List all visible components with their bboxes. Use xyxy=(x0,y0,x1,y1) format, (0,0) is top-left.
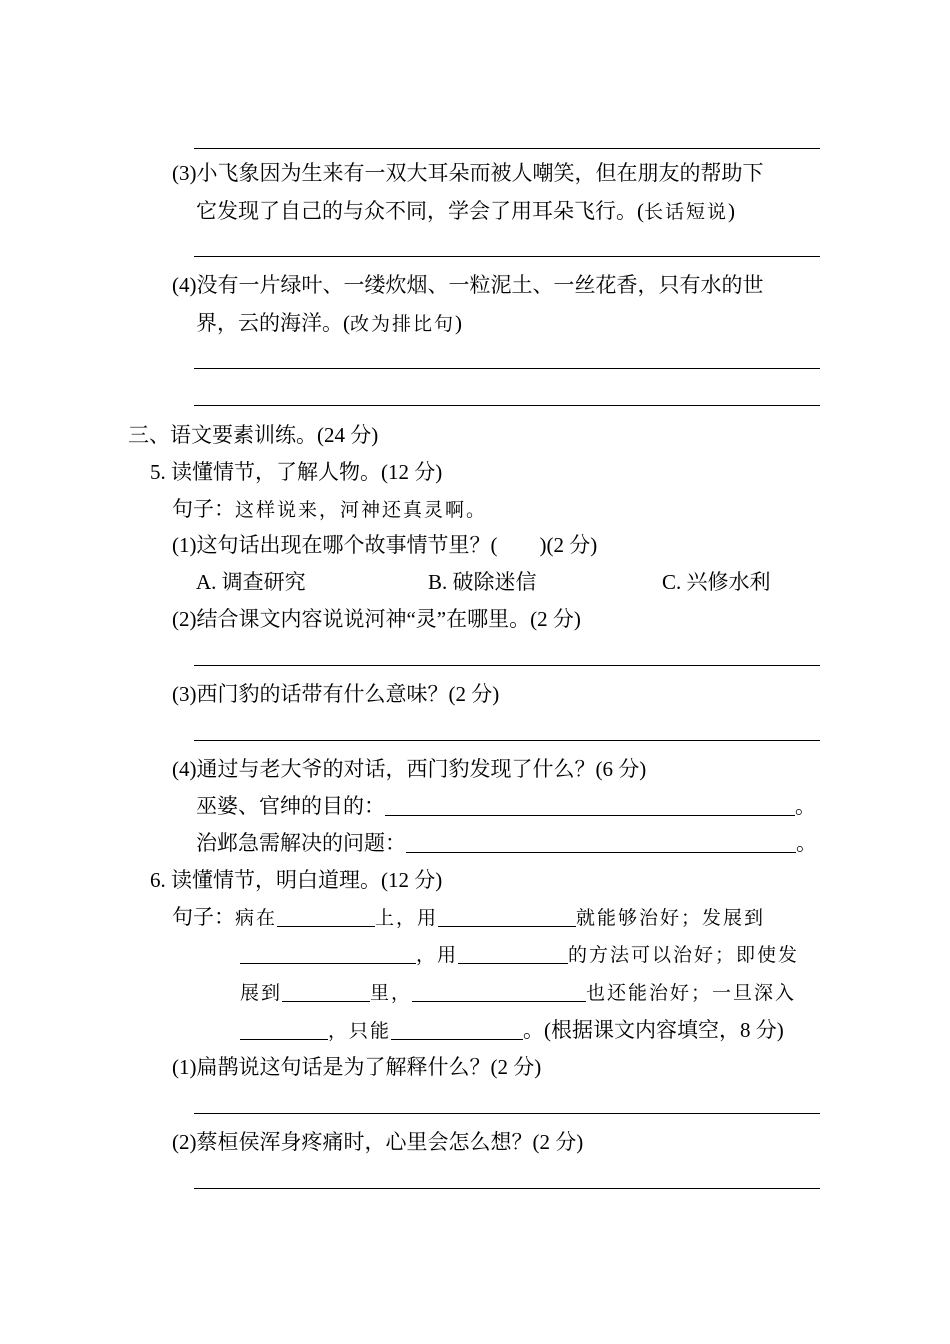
q3-instruction: 长话短说 xyxy=(644,201,729,223)
answer-line-q4-1[interactable] xyxy=(194,368,820,369)
answer-line-q5-2[interactable] xyxy=(194,665,820,666)
q3-line1: (3)小飞象因为生来有一双大耳朵而被人嘲笑，但在朋友的帮助下 xyxy=(172,161,764,185)
q6-s1c: 就能够治好；发展到 xyxy=(576,907,766,929)
q5-sub4-a-label: 巫婆、官绅的目的： xyxy=(196,794,385,818)
q6-s1a: 病在 xyxy=(235,907,278,929)
q6-blank-6[interactable] xyxy=(412,981,586,1002)
answer-line-q5-3[interactable] xyxy=(194,740,820,741)
q6-sentence-line2 xyxy=(240,940,799,969)
q6-blank-7[interactable] xyxy=(240,1019,328,1040)
q5-sentence xyxy=(172,495,487,524)
q5-sub4-a-period: 。 xyxy=(795,794,816,818)
q6-s3a: 展到 xyxy=(240,982,283,1004)
q6-s4a: ，只能 xyxy=(328,1020,392,1042)
q6-s3c: 也还能治好；一旦深入 xyxy=(586,982,797,1004)
q5-sentence-label: 句子： xyxy=(172,497,235,521)
q6-blank-3[interactable] xyxy=(240,943,416,964)
q6-blank-8[interactable] xyxy=(391,1019,523,1040)
q5-sub4-b-period: 。 xyxy=(796,831,817,855)
answer-line-q6-2[interactable] xyxy=(194,1188,820,1189)
q4-line2 xyxy=(196,309,462,338)
q5-sub2: (2)结合课文内容说说河神“灵”在哪里。(2 分) xyxy=(172,607,581,631)
answer-line-q6-1[interactable] xyxy=(194,1113,820,1114)
q5-option-c[interactable]: C. 兴修水利 xyxy=(662,570,771,594)
q3-line2-text: 它发现了自己的与众不同，学会了用耳朵飞行。( xyxy=(196,199,644,223)
q6-s2a: ，用 xyxy=(416,944,459,966)
q5-sub4-a-blank[interactable] xyxy=(385,795,795,816)
q4-line2-end: ) xyxy=(455,311,463,335)
q5-option-a[interactable]: A. 调查研究 xyxy=(196,570,306,594)
q6-blank-2[interactable] xyxy=(438,906,576,927)
q5-sub4-b-label: 治邺急需解决的问题： xyxy=(196,831,406,855)
section3-title: 三、语文要素训练。(24 分) xyxy=(128,423,379,447)
q6-s4b: 。(根据课文内容填空，8 分) xyxy=(523,1018,784,1042)
q6-sub2: (2)蔡桓侯浑身疼痛时，心里会怎么想？(2 分) xyxy=(172,1130,584,1154)
q6-s3b: 里， xyxy=(370,982,413,1004)
q3-line2 xyxy=(196,197,735,226)
q5-sentence-text: 这样说来，河神还真灵啊。 xyxy=(235,499,488,521)
q6-sentence-line4 xyxy=(240,1016,784,1045)
q4-instruction: 改为排比句 xyxy=(350,313,456,335)
q6-blank-1[interactable] xyxy=(277,906,375,927)
q6-s1b: 上，用 xyxy=(375,907,439,929)
q5-option-b[interactable]: B. 破除迷信 xyxy=(428,570,537,594)
q3-line2-end: ) xyxy=(728,199,736,223)
answer-line-q4-2[interactable] xyxy=(194,405,820,406)
q5-title: 5. 读懂情节，了解人物。(12 分) xyxy=(150,460,443,484)
q5-sub4-a xyxy=(196,792,816,820)
q6-sentence-line3 xyxy=(240,978,796,1007)
q5-sub4-b xyxy=(196,829,817,857)
q6-blank-5[interactable] xyxy=(282,981,370,1002)
q6-sub1: (1)扁鹊说这句话是为了解释什么？(2 分) xyxy=(172,1055,542,1079)
q6-blank-4[interactable] xyxy=(458,943,568,964)
answer-line-q2[interactable] xyxy=(194,148,820,149)
q6-sentence-line1 xyxy=(172,903,765,932)
q5-sub1: (1)这句话出现在哪个故事情节里？( )(2 分) xyxy=(172,533,598,557)
q5-sub3: (3)西门豹的话带有什么意味？(2 分) xyxy=(172,682,500,706)
q6-sentence-label: 句子： xyxy=(172,905,235,929)
q6-title: 6. 读懂情节，明白道理。(12 分) xyxy=(150,868,443,892)
q5-sub4-b-blank[interactable] xyxy=(406,832,796,853)
q4-line2-text: 界，云的海洋。( xyxy=(196,311,350,335)
answer-line-q3[interactable] xyxy=(194,256,820,257)
q4-line1: (4)没有一片绿叶、一缕炊烟、一粒泥土、一丝花香，只有水的世 xyxy=(172,273,764,297)
q5-sub4: (4)通过与老大爷的对话，西门豹发现了什么？(6 分) xyxy=(172,757,647,781)
q6-s2b: 的方法可以治好；即使发 xyxy=(568,944,800,966)
